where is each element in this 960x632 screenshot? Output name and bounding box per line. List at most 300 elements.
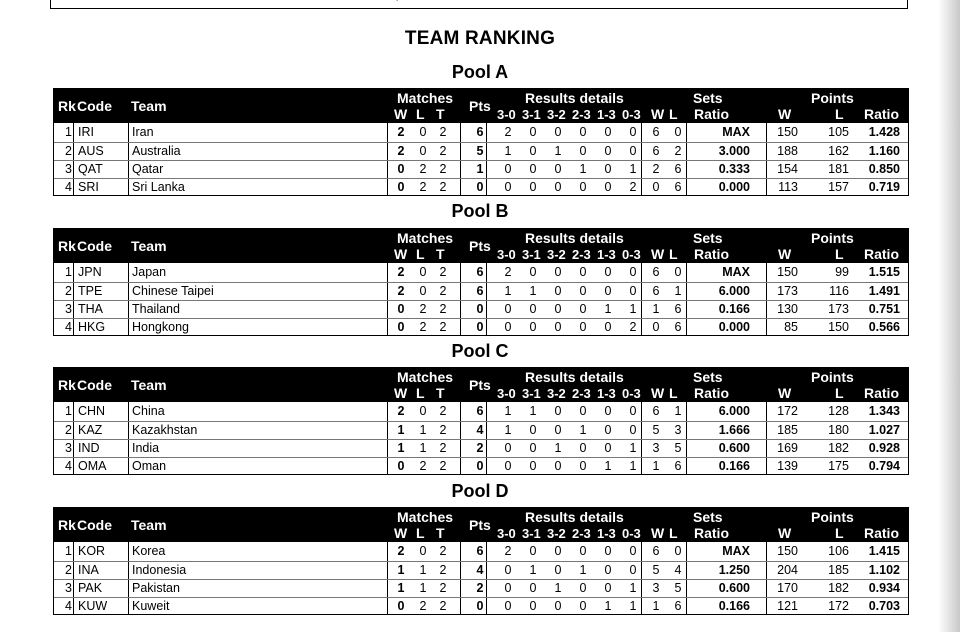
cell-pr: 1.491 [868, 284, 900, 298]
table-header [54, 229, 908, 263]
matches-t-header: T [436, 106, 445, 122]
points-w-header: W [778, 106, 792, 122]
sets-w-header: W [651, 525, 665, 541]
cell-pts: 0 [476, 459, 484, 473]
cell-ml: 2 [419, 302, 427, 316]
cell-pl: 173 [828, 302, 849, 316]
cell-rk: 4 [65, 459, 72, 473]
code-header: Code [77, 98, 112, 114]
cell-pts: 6 [476, 544, 484, 558]
cell-pr: 0.850 [868, 162, 900, 176]
cell-sr: 6.000 [718, 284, 750, 298]
cell-team: Kazakhstan [132, 423, 198, 437]
cell-r31: 0 [529, 162, 537, 176]
cell-r03: 1 [629, 599, 637, 613]
cell-ml: 1 [419, 563, 427, 577]
points-ratio-header: Ratio [864, 106, 899, 122]
cell-sl: 6 [674, 302, 682, 316]
r23-header: 2-3 [572, 526, 591, 541]
sets-ratio-header: Ratio [694, 246, 729, 262]
r32-header: 3-2 [547, 107, 566, 122]
cell-sl: 5 [674, 441, 682, 455]
cell-pl: 182 [828, 441, 849, 455]
cell-mt: 2 [439, 125, 447, 139]
results-details-header: Results details [525, 90, 624, 106]
cell-r13: 0 [604, 320, 612, 334]
cell-mt: 2 [439, 144, 447, 158]
cell-sw: 0 [652, 180, 660, 194]
table-row [54, 300, 908, 318]
cell-code: AUS [78, 144, 104, 158]
cell-r13: 0 [604, 265, 612, 279]
code-header: Code [77, 377, 112, 393]
table-header [54, 89, 908, 123]
table-row [54, 543, 908, 561]
cell-r23: 0 [579, 284, 587, 298]
cell-sr: 0.166 [718, 599, 750, 613]
cell-r30: 0 [504, 459, 512, 473]
cell-pw: 185 [777, 423, 798, 437]
cell-r23: 0 [579, 180, 587, 194]
cell-rk: 1 [65, 404, 72, 418]
cell-pts: 0 [476, 599, 484, 613]
cell-sw: 5 [652, 423, 660, 437]
cell-mt: 2 [439, 581, 447, 595]
cell-r03: 1 [629, 581, 637, 595]
cell-pr: 0.751 [868, 302, 900, 316]
cell-mt: 2 [439, 544, 447, 558]
cell-sr: 3.000 [718, 144, 750, 158]
cell-r32: 0 [554, 125, 562, 139]
cell-r31: 0 [529, 144, 537, 158]
cell-team: Chinese Taipei [132, 284, 214, 298]
points-header: Points [811, 230, 854, 246]
results-details-header: Results details [525, 369, 624, 385]
points-w-header: W [778, 385, 792, 401]
cell-r32: 0 [554, 563, 562, 577]
rk-header: Rk [58, 98, 76, 114]
cell-sl: 6 [674, 162, 682, 176]
cell-pw: 172 [777, 404, 798, 418]
cell-r23: 0 [579, 302, 587, 316]
r03-header: 0-3 [622, 386, 641, 401]
cell-pw: 121 [777, 599, 798, 613]
cell-code: JPN [78, 265, 102, 279]
cell-sl: 6 [674, 180, 682, 194]
cell-r03: 1 [629, 302, 637, 316]
cell-sw: 3 [652, 441, 660, 455]
cell-r32: 1 [554, 441, 562, 455]
cell-r32: 0 [554, 544, 562, 558]
cell-sr: MAX [722, 544, 750, 558]
r13-header: 1-3 [597, 386, 616, 401]
team-header: Team [131, 377, 167, 393]
points-l-header: L [835, 525, 844, 541]
cell-r03: 1 [629, 441, 637, 455]
cell-sl: 0 [674, 265, 682, 279]
cell-r23: 0 [579, 265, 587, 279]
cell-ml: 2 [419, 599, 427, 613]
cell-rk: 4 [65, 320, 72, 334]
cell-r23: 0 [579, 125, 587, 139]
cell-pts: 6 [476, 125, 484, 139]
cell-r03: 1 [629, 162, 637, 176]
cell-sl: 2 [674, 144, 682, 158]
cell-r03: 0 [629, 265, 637, 279]
matches-header: Matches [397, 230, 454, 246]
cell-sr: 0.333 [718, 162, 750, 176]
cell-r30: 0 [504, 162, 512, 176]
cell-sl: 6 [674, 320, 682, 334]
cell-r32: 0 [554, 302, 562, 316]
table-row [54, 439, 908, 457]
cell-r31: 0 [529, 441, 537, 455]
cell-ml: 2 [419, 162, 427, 176]
table-row [54, 142, 908, 160]
matches-w-header: W [394, 106, 408, 122]
cell-pw: 113 [778, 180, 798, 194]
r23-header: 2-3 [572, 247, 591, 262]
cell-mt: 2 [439, 162, 447, 176]
sets-l-header: L [669, 106, 678, 122]
cell-r30: 0 [504, 581, 512, 595]
matches-header: Matches [397, 509, 454, 525]
cell-pr: 0.719 [868, 180, 900, 194]
sets-l-header: L [669, 246, 678, 262]
cell-pw: 204 [777, 563, 798, 577]
cell-r31: 0 [529, 544, 537, 558]
table-row [54, 579, 908, 597]
sets-w-header: W [651, 246, 665, 262]
sets-l-header: L [669, 385, 678, 401]
cell-mw: 0 [397, 320, 405, 334]
cell-rk: 2 [65, 563, 72, 577]
cell-code: IND [78, 441, 100, 455]
cell-sw: 0 [652, 320, 660, 334]
cell-r30: 0 [504, 180, 512, 194]
cell-ml: 1 [419, 423, 427, 437]
matches-header: Matches [397, 369, 454, 385]
r03-header: 0-3 [622, 107, 641, 122]
cell-r23: 0 [579, 441, 587, 455]
table-row [54, 597, 908, 615]
matches-w-header: W [394, 385, 408, 401]
cell-r03: 0 [629, 144, 637, 158]
cell-sr: MAX [722, 125, 750, 139]
cell-ml: 0 [419, 544, 427, 558]
cell-r13: 1 [604, 599, 612, 613]
cell-pl: 180 [828, 423, 849, 437]
cell-r03: 1 [629, 459, 637, 473]
cell-team: Korea [132, 544, 166, 558]
cell-r03: 0 [629, 284, 637, 298]
cell-sw: 6 [652, 265, 660, 279]
cell-mt: 2 [439, 459, 447, 473]
r30-header: 3-0 [497, 247, 516, 262]
cell-mt: 2 [439, 284, 447, 298]
cell-r31: 1 [529, 563, 537, 577]
rk-header: Rk [58, 377, 76, 393]
cell-sw: 1 [652, 302, 660, 316]
page-title: TEAM RANKING [404, 28, 556, 49]
pts-header: Pts [469, 98, 491, 114]
r31-header: 3-1 [522, 247, 541, 262]
cell-pl: 106 [828, 544, 849, 558]
matches-l-header: L [416, 525, 425, 541]
sets-header: Sets [693, 369, 723, 385]
cell-mt: 2 [439, 599, 447, 613]
cell-mt: 2 [439, 180, 447, 194]
cell-pl: 157 [828, 180, 849, 194]
cell-r30: 0 [504, 599, 512, 613]
cell-team: Qatar [132, 162, 164, 176]
cell-r32: 0 [554, 404, 562, 418]
header-note-box [50, 0, 908, 9]
cell-code: PAK [78, 581, 103, 595]
cell-code: CHN [78, 404, 106, 418]
cell-ml: 0 [419, 125, 427, 139]
cell-mt: 2 [439, 563, 447, 577]
cell-mw: 0 [397, 180, 405, 194]
cell-r32: 0 [554, 320, 562, 334]
cell-pl: 172 [828, 599, 849, 613]
sets-ratio-header: Ratio [694, 385, 729, 401]
cell-r13: 1 [604, 302, 612, 316]
matches-l-header: L [416, 106, 425, 122]
cell-pl: 175 [828, 459, 849, 473]
table-row [54, 264, 908, 282]
cell-r31: 0 [529, 459, 537, 473]
cell-pts: 0 [476, 302, 484, 316]
cell-sr: 6.000 [718, 404, 750, 418]
cell-r13: 0 [604, 284, 612, 298]
r23-header: 2-3 [572, 386, 591, 401]
pts-header: Pts [469, 238, 491, 254]
sets-header: Sets [693, 230, 723, 246]
cell-pw: 154 [777, 162, 798, 176]
cell-ml: 1 [419, 581, 427, 595]
cell-pr: 0.934 [868, 581, 900, 595]
cell-rk: 2 [65, 284, 72, 298]
cell-team: Oman [132, 459, 167, 473]
cell-mw: 2 [397, 284, 405, 298]
cell-pw: 85 [784, 320, 798, 334]
cell-mw: 0 [397, 459, 405, 473]
cell-r32: 0 [554, 459, 562, 473]
cell-sw: 1 [652, 599, 660, 613]
cell-pl: 105 [828, 125, 849, 139]
cell-r13: 0 [604, 423, 612, 437]
cell-r13: 0 [604, 404, 612, 418]
cell-sl: 0 [674, 544, 682, 558]
sets-header: Sets [693, 509, 723, 525]
cell-pw: 139 [777, 459, 798, 473]
r31-header: 3-1 [522, 526, 541, 541]
cell-pl: 99 [835, 265, 849, 279]
cell-pts: 0 [476, 180, 484, 194]
cell-pl: 182 [828, 581, 849, 595]
cell-r13: 0 [604, 581, 612, 595]
cell-sl: 3 [674, 423, 682, 437]
cell-pts: 5 [476, 144, 484, 158]
sets-ratio-header: Ratio [694, 525, 729, 541]
cell-r23: 1 [579, 563, 587, 577]
cell-mt: 2 [439, 302, 447, 316]
table-row [54, 421, 908, 439]
cell-r30: 1 [504, 284, 512, 298]
cell-r32: 0 [554, 162, 562, 176]
cell-r32: 1 [554, 144, 562, 158]
cell-team: India [132, 441, 160, 455]
results-details-header: Results details [525, 230, 624, 246]
cell-pr: 0.703 [868, 599, 900, 613]
points-ratio-header: Ratio [864, 246, 899, 262]
cell-pts: 6 [476, 404, 484, 418]
cell-pr: 1.160 [868, 144, 900, 158]
cell-team: China [132, 404, 165, 418]
points-ratio-header: Ratio [864, 385, 899, 401]
cell-team: Thailand [132, 302, 180, 316]
cell-ml: 1 [419, 441, 427, 455]
cell-r31: 0 [529, 125, 537, 139]
cell-ml: 0 [419, 265, 427, 279]
cell-r31: 0 [529, 265, 537, 279]
cell-rk: 3 [65, 441, 72, 455]
cell-sw: 1 [652, 459, 660, 473]
cell-r30: 0 [504, 302, 512, 316]
header-note [283, 0, 476, 1]
code-header: Code [77, 238, 112, 254]
cell-r30: 1 [504, 144, 512, 158]
cell-sl: 6 [674, 459, 682, 473]
cell-mt: 2 [439, 441, 447, 455]
cell-rk: 3 [65, 302, 72, 316]
cell-r30: 0 [504, 563, 512, 577]
cell-r03: 0 [629, 544, 637, 558]
cell-team: Iran [132, 125, 154, 139]
team-header: Team [131, 517, 167, 533]
cell-pl: 162 [828, 144, 849, 158]
cell-pr: 1.428 [868, 125, 900, 139]
cell-r32: 0 [554, 180, 562, 194]
cell-mw: 0 [397, 302, 405, 316]
cell-pr: 1.343 [868, 404, 900, 418]
points-ratio-header: Ratio [864, 525, 899, 541]
r30-header: 3-0 [497, 386, 516, 401]
cell-pl: 185 [828, 563, 849, 577]
cell-r30: 1 [504, 423, 512, 437]
cell-sr: 0.000 [718, 320, 750, 334]
cell-r30: 2 [504, 125, 512, 139]
cell-r03: 0 [629, 563, 637, 577]
cell-pr: 0.566 [868, 320, 900, 334]
cell-rk: 3 [65, 162, 72, 176]
cell-r23: 0 [579, 544, 587, 558]
cell-team: Indonesia [132, 563, 187, 577]
cell-rk: 2 [65, 423, 72, 437]
cell-pr: 1.027 [868, 423, 900, 437]
cell-r30: 0 [504, 441, 512, 455]
cell-pl: 128 [828, 404, 849, 418]
team-header: Team [131, 238, 167, 254]
cell-r03: 2 [629, 320, 637, 334]
cell-pw: 188 [777, 144, 798, 158]
cell-code: KUW [78, 599, 108, 613]
cell-mw: 1 [397, 441, 405, 455]
cell-sw: 6 [652, 404, 660, 418]
r32-header: 3-2 [547, 247, 566, 262]
cell-pl: 181 [828, 162, 849, 176]
cell-sw: 6 [652, 544, 660, 558]
cell-r23: 0 [579, 581, 587, 595]
table-row [54, 178, 908, 196]
cell-pw: 150 [777, 265, 798, 279]
cell-r23: 1 [579, 162, 587, 176]
cell-code: TPE [78, 284, 103, 298]
cell-pts: 2 [476, 581, 484, 595]
cell-pts: 6 [476, 284, 484, 298]
cell-r30: 2 [504, 265, 512, 279]
cell-r23: 0 [579, 320, 587, 334]
cell-ml: 0 [419, 284, 427, 298]
r13-header: 1-3 [597, 247, 616, 262]
cell-r13: 0 [604, 544, 612, 558]
cell-pr: 1.415 [868, 544, 900, 558]
cell-code: INA [78, 563, 99, 577]
pool-table [53, 228, 909, 336]
r13-header: 1-3 [597, 526, 616, 541]
cell-r13: 0 [604, 125, 612, 139]
cell-mt: 2 [439, 404, 447, 418]
cell-pr: 1.515 [868, 265, 900, 279]
cell-mw: 0 [397, 599, 405, 613]
matches-header: Matches [397, 90, 454, 106]
r32-header: 3-2 [547, 386, 566, 401]
cell-pw: 150 [777, 544, 798, 558]
table-header [54, 368, 908, 402]
cell-r13: 0 [604, 180, 612, 194]
cell-rk: 1 [65, 265, 72, 279]
cell-sw: 3 [652, 581, 660, 595]
matches-w-header: W [394, 246, 408, 262]
cell-pts: 0 [476, 320, 484, 334]
cell-mw: 1 [397, 581, 405, 595]
r31-header: 3-1 [522, 386, 541, 401]
cell-pl: 150 [828, 320, 849, 334]
cell-r23: 1 [579, 423, 587, 437]
cell-sw: 6 [652, 144, 660, 158]
cell-r32: 0 [554, 423, 562, 437]
cell-sl: 1 [674, 404, 682, 418]
cell-code: QAT [78, 162, 103, 176]
cell-ml: 2 [419, 459, 427, 473]
cell-r30: 1 [504, 404, 512, 418]
cell-mw: 2 [397, 144, 405, 158]
cell-r03: 0 [629, 404, 637, 418]
cell-pw: 150 [777, 125, 798, 139]
cell-rk: 4 [65, 180, 72, 194]
cell-pw: 130 [777, 302, 798, 316]
cell-sr: 0.166 [718, 459, 750, 473]
cell-sr: 0.600 [718, 441, 750, 455]
cell-pr: 1.102 [868, 563, 900, 577]
cell-sr: 1.250 [718, 563, 750, 577]
matches-t-header: T [436, 525, 445, 541]
cell-ml: 2 [419, 180, 427, 194]
pool-title: Pool C [451, 341, 509, 361]
cell-pts: 4 [476, 563, 484, 577]
cell-sl: 1 [674, 284, 682, 298]
